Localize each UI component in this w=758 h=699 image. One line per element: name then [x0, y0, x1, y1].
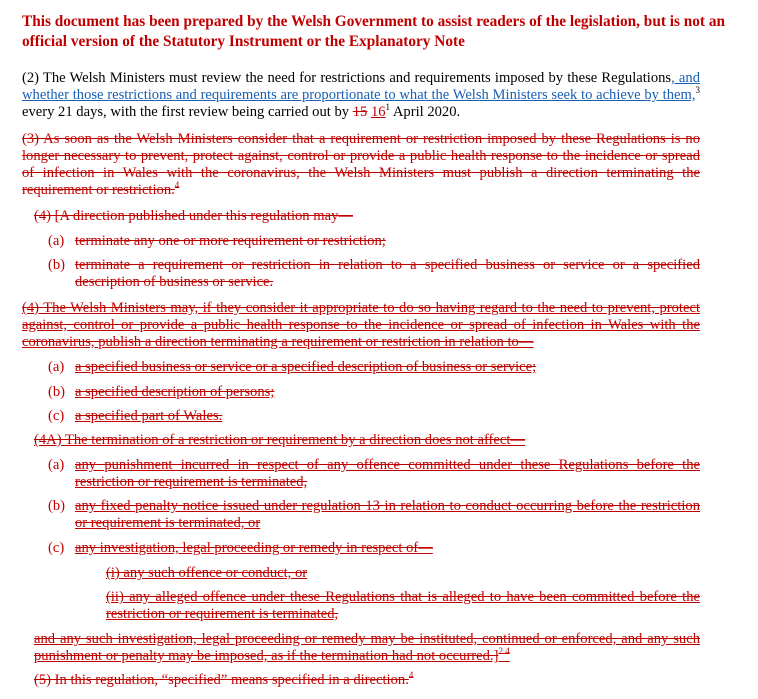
footnote-ref[interactable]: 2 4: [498, 646, 510, 657]
para5-text: (5) In this regulation, “specified” means specified in a direction.: [34, 672, 409, 688]
para2-text-2: every 21 days, with the first review being carried out by: [22, 104, 353, 120]
item-text: a specified description of persons;: [75, 384, 275, 400]
paragraph-4-old-lead: (4) [A direction published under this regulation may—: [34, 208, 353, 224]
tail-text: and any such investigation, legal proceeding or remedy may be instituted, continued or enforced, and any such punishment or penalty may be imposed, as if the termination had not occurred.]: [34, 631, 700, 664]
para4a-item-a: [48, 457, 700, 491]
para2-text: (2) The Welsh Ministers must review the need for restrictions and requirements imposed by these Regulations: [22, 70, 672, 86]
para4a-subitem-ii: (ii) any alleged offence under these Regulations that is alleged to have been committed before the restriction or requirement is terminated,: [106, 589, 700, 622]
item-text: a specified part of Wales.: [75, 408, 223, 424]
item-number: (a): [48, 359, 65, 375]
para4a-subitem-i: (i) any such offence or conduct, or: [106, 565, 308, 581]
item-text: terminate any one or more requirement or restriction;: [75, 233, 386, 249]
para4a-item-c: [48, 540, 700, 557]
para3-text: (3) As soon as the Welsh Ministers consider that a requirement or restriction imposed by these Regulations is no longer necessary to prevent, protect against, control or provide a public health response to the incidence or spread of infection in Wales with the coronavirus, the Welsh Ministers must publish a direction terminating the requirement or restriction.: [22, 131, 700, 198]
paragraph-3-deleted: [22, 131, 700, 199]
item-text: terminate a requirement or restriction in relation to a specified business or service or a specified description of business or service.: [75, 257, 700, 290]
item-number: (b): [48, 257, 66, 273]
item-number: (a): [48, 233, 65, 249]
inserted-day: 16: [370, 104, 386, 120]
footnote-ref[interactable]: 4: [408, 670, 414, 681]
item-text: any fixed penalty notice issued under regulation 13 in relation to conduct occurring before the restriction or requirement is terminated, or: [75, 498, 700, 531]
disclaimer-banner: This document has been prepared by the Welsh Government to assist readers of the legislation, but is not an official version of the Statutory Instrument or the Explanatory Note: [22, 13, 725, 50]
para4a-item-b: [48, 498, 700, 532]
item-text: a specified business or service or a specified description of business or service;: [75, 359, 537, 375]
paragraph-4a-tail: [34, 631, 700, 665]
footnote-ref[interactable]: 4: [174, 180, 180, 191]
footnote-ref[interactable]: 3: [695, 85, 700, 96]
para4-new-item-a: [48, 359, 700, 376]
item-text: any investigation, legal proceeding or remedy in respect of—: [75, 540, 433, 556]
item-number: (c): [48, 540, 65, 556]
item-number: (a): [48, 457, 65, 473]
paragraph-5-deleted: [34, 672, 700, 689]
para4-old-item-b: [48, 257, 700, 291]
item-number: (c): [48, 408, 65, 424]
item-text: any punishment incurred in respect of any offence committed under these Regulations before the restriction or requirement is terminated,: [75, 457, 700, 490]
para2-text-3: April 2020.: [390, 104, 461, 120]
paragraph-4-new-lead: (4) The Welsh Ministers may, if they consider it appropriate to do so having regard to the need to prevent, protect against, control or provide a public health response to the incidence or spread of infection in Wales with the coronavirus, publish a direction terminating a requirement or restriction in relation to—: [22, 300, 700, 350]
paragraph-4a-lead: (4A) The termination of a restriction or requirement by a direction does not affect—: [34, 432, 526, 448]
paragraph-2: [22, 70, 700, 121]
para4-new-item-c: [48, 408, 700, 425]
para2-inserted-text: , and whether those restrictions and requirements are proportionate to what the Welsh Ministers seek to achieve by them,: [22, 70, 701, 103]
para4-new-item-b: [48, 384, 700, 401]
item-number: (b): [48, 498, 66, 514]
item-number: (b): [48, 384, 66, 400]
para4-old-item-a: [48, 233, 700, 250]
footnote-ref[interactable]: 1: [385, 102, 391, 113]
deleted-day: 15: [352, 104, 368, 120]
